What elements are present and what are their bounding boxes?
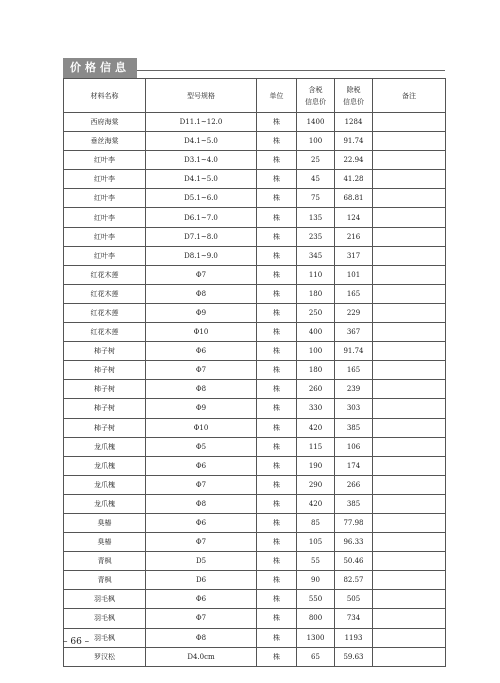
cell-note [373,571,446,590]
cell-spec: Φ7 [146,361,257,380]
cell-price-with-tax: 180 [297,284,335,303]
table-row [64,246,446,265]
cell-unit: 株 [257,533,297,552]
header-note: 备注 [373,79,446,113]
cell-price-with-tax: 45 [297,170,335,189]
cell-price-with-tax: 180 [297,361,335,380]
cell-unit: 株 [257,342,297,361]
header-price-with-tax-line1: 含税 [308,85,323,94]
cell-price-with-tax: 330 [297,399,335,418]
cell-material-name: 西府海棠 [64,113,146,132]
cell-price-with-tax: 65 [297,647,335,666]
cell-unit: 株 [257,380,297,399]
cell-price-with-tax: 420 [297,494,335,513]
table-row [64,361,446,380]
header-price-with-tax-line2: 信息价 [305,97,326,106]
cell-price-without-tax: 22.94 [335,151,373,170]
cell-price-without-tax: 317 [335,246,373,265]
cell-price-without-tax: 174 [335,456,373,475]
cell-unit: 株 [257,227,297,246]
cell-spec: Φ8 [146,380,257,399]
cell-note [373,380,446,399]
table-body [64,113,446,667]
cell-note [373,265,446,284]
table-row [64,303,446,322]
table-row [64,494,446,513]
cell-unit: 株 [257,189,297,208]
table-row [64,380,446,399]
cell-unit: 株 [257,475,297,494]
cell-unit: 株 [257,437,297,456]
cell-spec: D4.1~5.0 [146,132,257,151]
cell-note [373,170,446,189]
cell-price-without-tax: 124 [335,208,373,227]
cell-price-without-tax: 165 [335,284,373,303]
cell-spec: Φ9 [146,399,257,418]
cell-price-without-tax: 505 [335,590,373,609]
cell-spec: D6 [146,571,257,590]
cell-material-name: 臭椿 [64,533,146,552]
cell-price-without-tax: 91.74 [335,132,373,151]
cell-spec: Φ6 [146,456,257,475]
cell-material-name: 青枫 [64,571,146,590]
header-spec: 型号规格 [146,79,257,113]
table-row [64,170,446,189]
cell-price-without-tax: 367 [335,323,373,342]
cell-material-name: 臭椿 [64,513,146,532]
cell-material-name: 羽毛枫 [64,609,146,628]
cell-price-without-tax: 50.46 [335,552,373,571]
cell-unit: 株 [257,132,297,151]
cell-unit: 株 [257,647,297,666]
cell-spec: Φ10 [146,323,257,342]
cell-price-with-tax: 250 [297,303,335,322]
cell-price-with-tax: 400 [297,323,335,342]
cell-spec: Φ7 [146,609,257,628]
cell-material-name: 柿子树 [64,361,146,380]
table-row [64,284,446,303]
table-row [64,533,446,552]
cell-note [373,361,446,380]
section-header [63,58,445,78]
cell-price-without-tax: 68.81 [335,189,373,208]
cell-unit: 株 [257,609,297,628]
cell-price-without-tax: 303 [335,399,373,418]
cell-price-without-tax: 1193 [335,628,373,647]
cell-material-name: 垂丝海棠 [64,132,146,151]
cell-price-with-tax: 110 [297,265,335,284]
cell-unit: 株 [257,113,297,132]
cell-material-name: 红叶李 [64,246,146,265]
section-title: 价格信息 [63,58,137,78]
cell-note [373,609,446,628]
table-row [64,323,446,342]
cell-spec: D5 [146,552,257,571]
cell-price-with-tax: 235 [297,227,335,246]
cell-unit: 株 [257,246,297,265]
cell-price-with-tax: 115 [297,437,335,456]
cell-note [373,227,446,246]
table-row [64,418,446,437]
cell-spec: Φ8 [146,494,257,513]
cell-material-name: 红叶李 [64,208,146,227]
table-row [64,590,446,609]
cell-price-without-tax: 216 [335,227,373,246]
cell-material-name: 龙爪槐 [64,494,146,513]
cell-note [373,533,446,552]
cell-note [373,513,446,532]
cell-unit: 株 [257,418,297,437]
header-price-without-tax-line2: 信息价 [343,97,364,106]
cell-note [373,456,446,475]
cell-price-without-tax: 734 [335,609,373,628]
cell-note [373,208,446,227]
table-row [64,552,446,571]
cell-note [373,647,446,666]
table-header-row [64,79,446,113]
cell-material-name: 红花木莲 [64,265,146,284]
cell-price-with-tax: 420 [297,418,335,437]
cell-unit: 株 [257,208,297,227]
cell-spec: Φ10 [146,418,257,437]
table-row [64,571,446,590]
cell-price-without-tax: 91.74 [335,342,373,361]
cell-spec: Φ7 [146,265,257,284]
table-row [64,609,446,628]
cell-price-without-tax: 82.57 [335,571,373,590]
table-row [64,437,446,456]
cell-price-with-tax: 100 [297,342,335,361]
cell-price-with-tax: 85 [297,513,335,532]
cell-unit: 株 [257,494,297,513]
cell-price-with-tax: 550 [297,590,335,609]
cell-price-without-tax: 385 [335,494,373,513]
table-row [64,265,446,284]
cell-spec: Φ7 [146,533,257,552]
cell-price-with-tax: 75 [297,189,335,208]
cell-spec: D5.1~6.0 [146,189,257,208]
cell-unit: 株 [257,571,297,590]
table-row [64,399,446,418]
section-divider [137,70,445,71]
cell-price-without-tax: 165 [335,361,373,380]
cell-material-name: 羽毛枫 [64,590,146,609]
cell-spec: Φ8 [146,284,257,303]
cell-unit: 株 [257,513,297,532]
cell-price-without-tax: 77.98 [335,513,373,532]
cell-note [373,284,446,303]
cell-material-name: 羽毛枫 [64,628,146,647]
cell-unit: 株 [257,151,297,170]
cell-note [373,246,446,265]
cell-spec: D4.1~5.0 [146,170,257,189]
table-row [64,647,446,666]
cell-price-with-tax: 260 [297,380,335,399]
header-price-with-tax [297,79,335,113]
cell-material-name: 红叶李 [64,189,146,208]
page-number: – 66 – [63,637,90,647]
cell-note [373,475,446,494]
cell-note [373,590,446,609]
cell-unit: 株 [257,303,297,322]
cell-price-with-tax: 135 [297,208,335,227]
cell-spec: Φ9 [146,303,257,322]
table-row [64,132,446,151]
cell-price-with-tax: 190 [297,456,335,475]
table-row [64,513,446,532]
cell-price-with-tax: 800 [297,609,335,628]
cell-material-name: 柿子树 [64,399,146,418]
cell-unit: 株 [257,284,297,303]
cell-note [373,399,446,418]
cell-material-name: 红叶李 [64,227,146,246]
table-row [64,227,446,246]
cell-material-name: 红叶李 [64,170,146,189]
header-price-without-tax-line1: 除税 [346,85,361,94]
cell-unit: 株 [257,399,297,418]
cell-material-name: 青枫 [64,552,146,571]
cell-price-with-tax: 25 [297,151,335,170]
cell-note [373,494,446,513]
cell-unit: 株 [257,265,297,284]
table-row [64,151,446,170]
cell-note [373,189,446,208]
cell-unit: 株 [257,552,297,571]
cell-unit: 株 [257,456,297,475]
cell-price-with-tax: 90 [297,571,335,590]
header-price-without-tax [335,79,373,113]
cell-spec: D7.1~8.0 [146,227,257,246]
cell-note [373,437,446,456]
table-row [64,208,446,227]
cell-unit: 株 [257,590,297,609]
cell-note [373,552,446,571]
cell-material-name: 柿子树 [64,418,146,437]
cell-price-without-tax: 101 [335,265,373,284]
cell-price-without-tax: 1284 [335,113,373,132]
cell-material-name: 红花木莲 [64,323,146,342]
cell-note [373,418,446,437]
cell-material-name: 红花木莲 [64,303,146,322]
cell-material-name: 红叶李 [64,151,146,170]
cell-spec: D11.1~12.0 [146,113,257,132]
cell-unit: 株 [257,361,297,380]
cell-price-with-tax: 105 [297,533,335,552]
cell-material-name: 龙爪槐 [64,456,146,475]
cell-unit: 株 [257,170,297,189]
cell-spec: D3.1~4.0 [146,151,257,170]
cell-price-without-tax: 239 [335,380,373,399]
cell-price-without-tax: 229 [335,303,373,322]
table-row [64,342,446,361]
cell-price-without-tax: 96.33 [335,533,373,552]
cell-spec: Φ6 [146,590,257,609]
cell-price-without-tax: 385 [335,418,373,437]
cell-spec: D6.1~7.0 [146,208,257,227]
cell-spec: D4.0cm [146,647,257,666]
cell-spec: Φ8 [146,628,257,647]
table-row [64,456,446,475]
cell-price-with-tax: 1300 [297,628,335,647]
cell-price-without-tax: 106 [335,437,373,456]
table-row [64,628,446,647]
cell-material-name: 柿子树 [64,380,146,399]
cell-spec: Φ7 [146,475,257,494]
header-material-name: 材料名称 [64,79,146,113]
cell-price-with-tax: 345 [297,246,335,265]
cell-price-with-tax: 290 [297,475,335,494]
cell-spec: Φ6 [146,513,257,532]
cell-note [373,303,446,322]
cell-material-name: 龙爪槐 [64,437,146,456]
table-row [64,189,446,208]
cell-price-with-tax: 55 [297,552,335,571]
cell-unit: 株 [257,628,297,647]
cell-price-without-tax: 59.63 [335,647,373,666]
cell-material-name: 罗汉松 [64,647,146,666]
cell-material-name: 柿子树 [64,342,146,361]
cell-price-with-tax: 100 [297,132,335,151]
cell-note [373,628,446,647]
cell-material-name: 红花木莲 [64,284,146,303]
cell-price-without-tax: 266 [335,475,373,494]
cell-spec: Φ5 [146,437,257,456]
cell-note [373,113,446,132]
header-unit: 单位 [257,79,297,113]
cell-price-without-tax: 41.28 [335,170,373,189]
cell-spec: D8.1~9.0 [146,246,257,265]
cell-note [373,342,446,361]
table-row [64,475,446,494]
cell-spec: Φ6 [146,342,257,361]
cell-unit: 株 [257,323,297,342]
cell-note [373,151,446,170]
cell-note [373,132,446,151]
cell-note [373,323,446,342]
price-table [63,78,446,667]
cell-material-name: 龙爪槐 [64,475,146,494]
cell-price-with-tax: 1400 [297,113,335,132]
table-row [64,113,446,132]
